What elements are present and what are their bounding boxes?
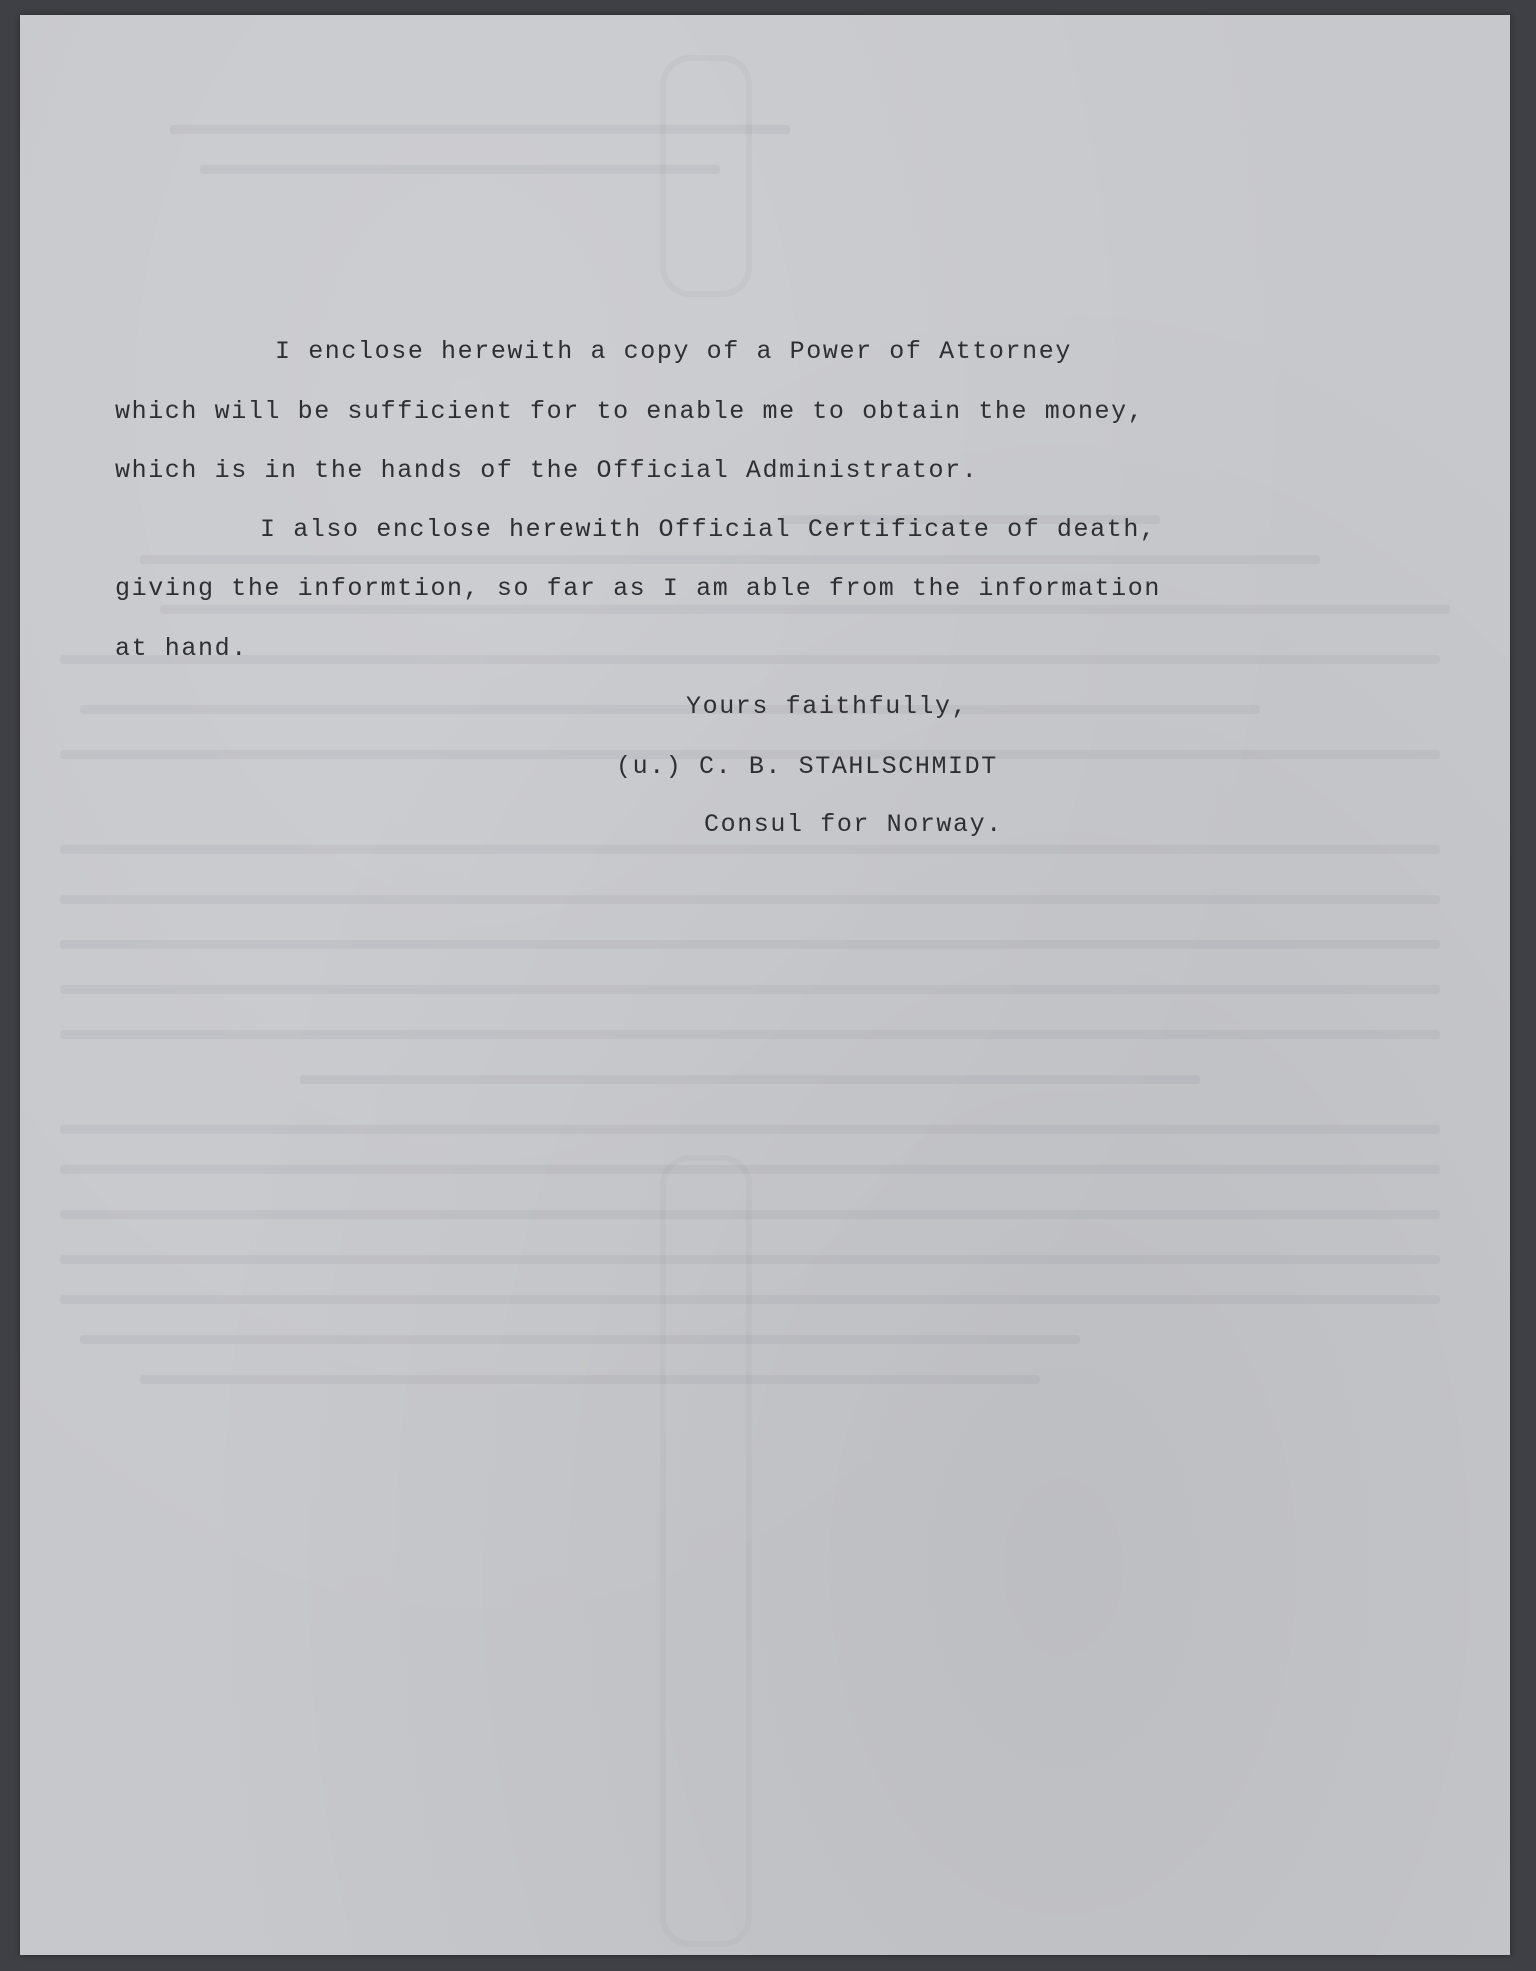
signature: (u.) C. B. STAHLSCHMIDT bbox=[616, 752, 998, 781]
document-page bbox=[20, 15, 1510, 1955]
paragraph-2-line-2: giving the informtion, so far as I am able from the information bbox=[115, 574, 1161, 603]
paragraph-2-line-1: I also enclose herewith Official Certificate of death, bbox=[260, 515, 1157, 544]
closing: Yours faithfully, bbox=[686, 692, 969, 721]
paragraph-1-line-2: which will be sufficient for to enable me to obtain the money, bbox=[115, 397, 1145, 426]
paragraph-1-line-3: which is in the hands of the Official Administrator. bbox=[115, 456, 979, 485]
signer-title: Consul for Norway. bbox=[704, 810, 1003, 839]
letter-body bbox=[20, 15, 1510, 1955]
paragraph-1-line-1: I enclose herewith a copy of a Power of Attorney bbox=[275, 337, 1072, 366]
paragraph-2-line-3: at hand. bbox=[115, 634, 248, 663]
